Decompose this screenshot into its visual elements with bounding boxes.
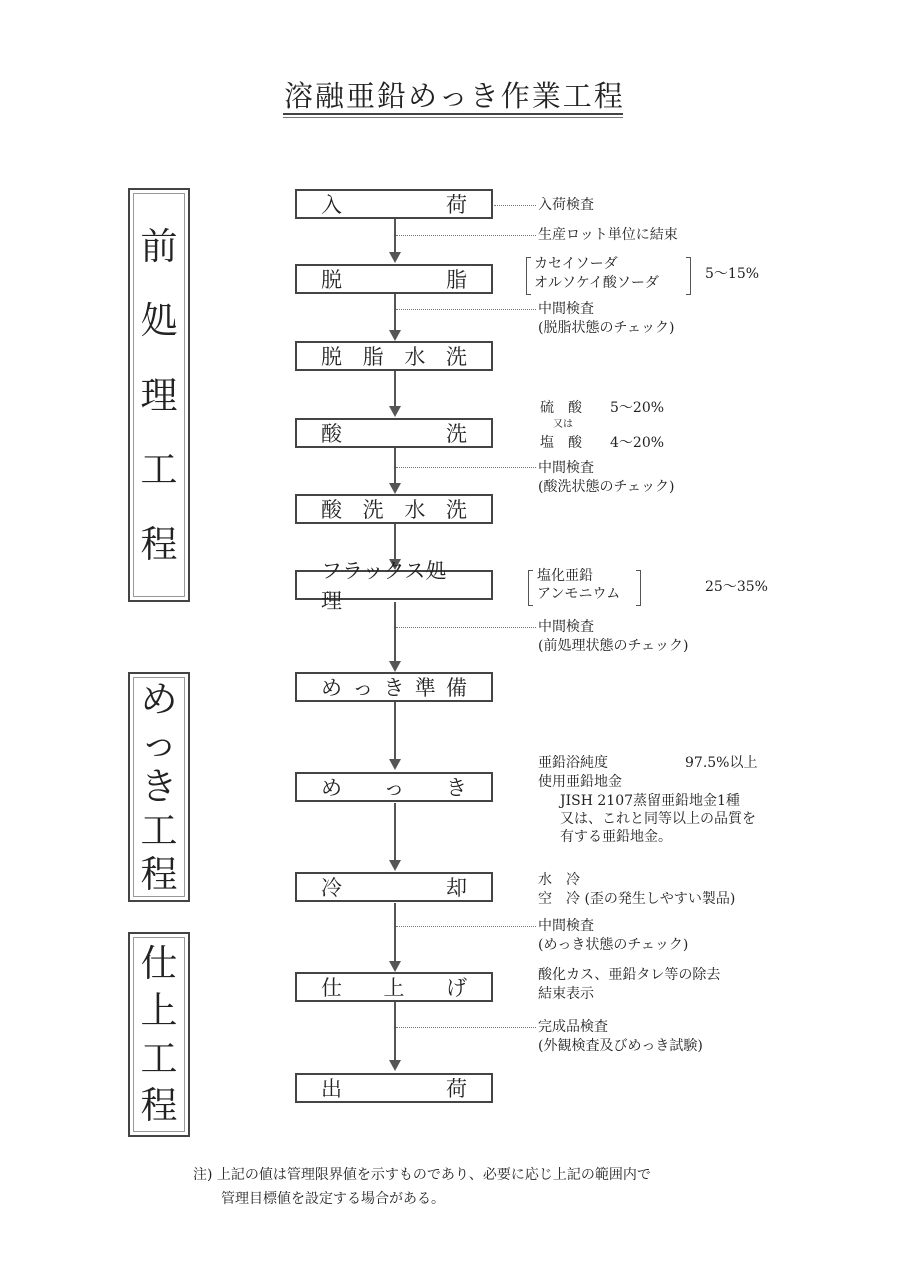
stage-char: め <box>140 677 178 721</box>
flow-line <box>394 903 396 967</box>
flow-arrow <box>389 406 401 417</box>
stage-plating <box>128 672 190 902</box>
note-flux-chem2: アンモニウム <box>537 586 621 602</box>
stage-char: 処 <box>140 299 178 342</box>
note-cool1: 水 冷 <box>538 872 580 888</box>
flow-arrow <box>389 330 401 341</box>
stage-pretreatment <box>128 188 190 602</box>
step-char: め <box>321 776 342 800</box>
stage-char: っ <box>140 721 178 765</box>
step-flux-label: フラックス処理 <box>321 559 447 613</box>
note-zinc-ingot-alt1: 又は、これと同等以上の品質を <box>560 811 756 827</box>
note-inspection1-detail: (脱脂状態のチェック) <box>538 320 675 336</box>
step-pickling-rinse <box>295 494 493 524</box>
page-title: 溶融亜鉛めっき作業工程 <box>284 79 625 113</box>
step-char: 脂 <box>362 345 384 369</box>
stage-finishing <box>128 932 190 1137</box>
step-char: 洗 <box>445 498 467 522</box>
stage-char: 程 <box>140 522 178 566</box>
step-char: 水 <box>404 498 426 522</box>
step-plating-prep <box>295 672 493 702</box>
title-underline <box>283 113 623 115</box>
note-acid-or: 又は <box>553 419 573 430</box>
step-char: 上 <box>383 976 405 1000</box>
step-char: 荷 <box>446 1077 467 1101</box>
note-inspection1: 中間検査 <box>538 301 594 317</box>
flow-line <box>394 702 396 766</box>
flow-line <box>394 803 396 867</box>
note-flux-chem1: 塩化亜鉛 <box>537 568 593 584</box>
note-zinc-purity-value: 97.5%以上 <box>685 755 758 771</box>
note-arrival-inspection: 入荷検査 <box>538 197 594 213</box>
stage-char: き <box>140 765 178 809</box>
stage-char: 程 <box>140 1084 178 1128</box>
step-pickling <box>295 418 493 448</box>
leader-line <box>494 205 536 206</box>
leader-line <box>396 1027 536 1028</box>
step-char: 出 <box>321 1077 342 1101</box>
step-char: 却 <box>446 876 467 900</box>
step-char: っ <box>383 776 405 800</box>
footnote-line2: 管理目標値を設定する場合がある。 <box>193 1191 445 1207</box>
note-zinc-ingot-alt2: 有する亜鉛地金。 <box>560 829 672 845</box>
flow-arrow <box>389 961 401 972</box>
step-char: 冷 <box>321 876 342 900</box>
leader-line <box>396 627 536 628</box>
stage-char: 工 <box>140 809 178 853</box>
note-finish2: 結束表示 <box>538 986 594 1002</box>
note-cool2: 空 冷 (歪の発生しやすい製品) <box>538 891 736 907</box>
step-char: げ <box>446 976 467 1000</box>
flow-arrow <box>389 483 401 494</box>
flow-arrow <box>389 252 401 263</box>
note-zinc-purity-label: 亜鉛浴純度 <box>538 755 608 771</box>
step-char: め <box>321 676 342 700</box>
note-inspection3: 中間検査 <box>538 619 594 635</box>
leader-line <box>396 467 536 468</box>
leader-line <box>396 926 536 927</box>
stage-char: 上 <box>140 989 178 1033</box>
step-arrival <box>295 189 493 219</box>
step-char: き <box>383 676 405 700</box>
note-flux-conc: 25～35% <box>705 579 768 595</box>
step-cooling <box>295 872 493 902</box>
note-inspection2: 中間検査 <box>538 460 594 476</box>
step-degrease-rinse <box>295 341 493 371</box>
step-char: 荷 <box>446 193 467 217</box>
step-char: っ <box>352 676 374 700</box>
note-acid2: 塩 酸 4～20% <box>540 435 665 451</box>
stage-char: 工 <box>140 448 178 491</box>
title-underline-thin <box>283 117 623 118</box>
step-char: 水 <box>404 345 426 369</box>
step-char: 酸 <box>321 498 342 522</box>
bracket-left <box>528 570 533 606</box>
leader-line <box>396 235 536 236</box>
note-inspection4-detail: (めっき状態のチェック) <box>538 937 689 953</box>
stage-char: 工 <box>140 1036 178 1080</box>
footnote <box>193 1163 651 1211</box>
note-zinc-ingot-std: JISH 2107蒸留亜鉛地金1種 <box>560 793 740 809</box>
step-char: 入 <box>321 193 342 217</box>
step-finishing <box>295 972 493 1002</box>
flow-arrow <box>389 759 401 770</box>
note-degrease-conc: 5～15% <box>705 266 760 282</box>
step-char: 脂 <box>446 268 467 292</box>
note-zinc-ingot: 使用亜鉛地金 <box>538 774 622 790</box>
flow-arrow <box>389 661 401 672</box>
stage-char: 仕 <box>140 941 178 985</box>
note-inspection3-detail: (前処理状態のチェック) <box>538 638 689 654</box>
step-char: 準 <box>414 676 436 700</box>
leader-line <box>396 309 536 310</box>
step-char: 仕 <box>321 976 342 1000</box>
bracket-right <box>636 570 641 606</box>
note-final-inspection: 完成品検査 <box>538 1019 608 1035</box>
step-shipping <box>295 1073 493 1103</box>
note-degrease-chem2: オルソケイ酸ソーダ <box>534 275 659 291</box>
step-plating <box>295 772 493 802</box>
note-inspection4: 中間検査 <box>538 918 594 934</box>
flow-arrow <box>389 860 401 871</box>
step-char: 脱 <box>321 345 342 369</box>
note-degrease-chem1: カセイソーダ <box>534 256 618 272</box>
flow-line <box>394 1002 396 1066</box>
step-char: 洗 <box>445 345 467 369</box>
step-char: 洗 <box>362 498 384 522</box>
step-char: 洗 <box>446 422 467 446</box>
footnote-line1: 注) 上記の値は管理限界値を示すものであり、必要に応じ上記の範囲内で <box>193 1167 651 1183</box>
note-inspection2-detail: (酸洗状態のチェック) <box>538 479 675 495</box>
step-char: 酸 <box>321 422 342 446</box>
stage-char: 程 <box>140 853 178 897</box>
step-char: き <box>446 776 467 800</box>
step-flux <box>295 559 493 613</box>
note-lot-binding: 生産ロット単位に結束 <box>538 227 678 243</box>
step-degrease <box>295 264 493 294</box>
flow-arrow <box>389 1060 401 1071</box>
bracket-right <box>686 257 691 295</box>
step-char: 備 <box>446 676 467 700</box>
stage-char: 前 <box>140 224 178 268</box>
step-char: 脱 <box>321 268 342 292</box>
note-acid1: 硫 酸 5～20% <box>540 400 665 416</box>
note-final-inspection-detail: (外観検査及びめっき試験) <box>538 1038 703 1054</box>
stage-char: 理 <box>140 373 178 417</box>
bracket-left <box>526 257 531 295</box>
note-finish1: 酸化カス、亜鉛タレ等の除去 <box>538 967 721 983</box>
